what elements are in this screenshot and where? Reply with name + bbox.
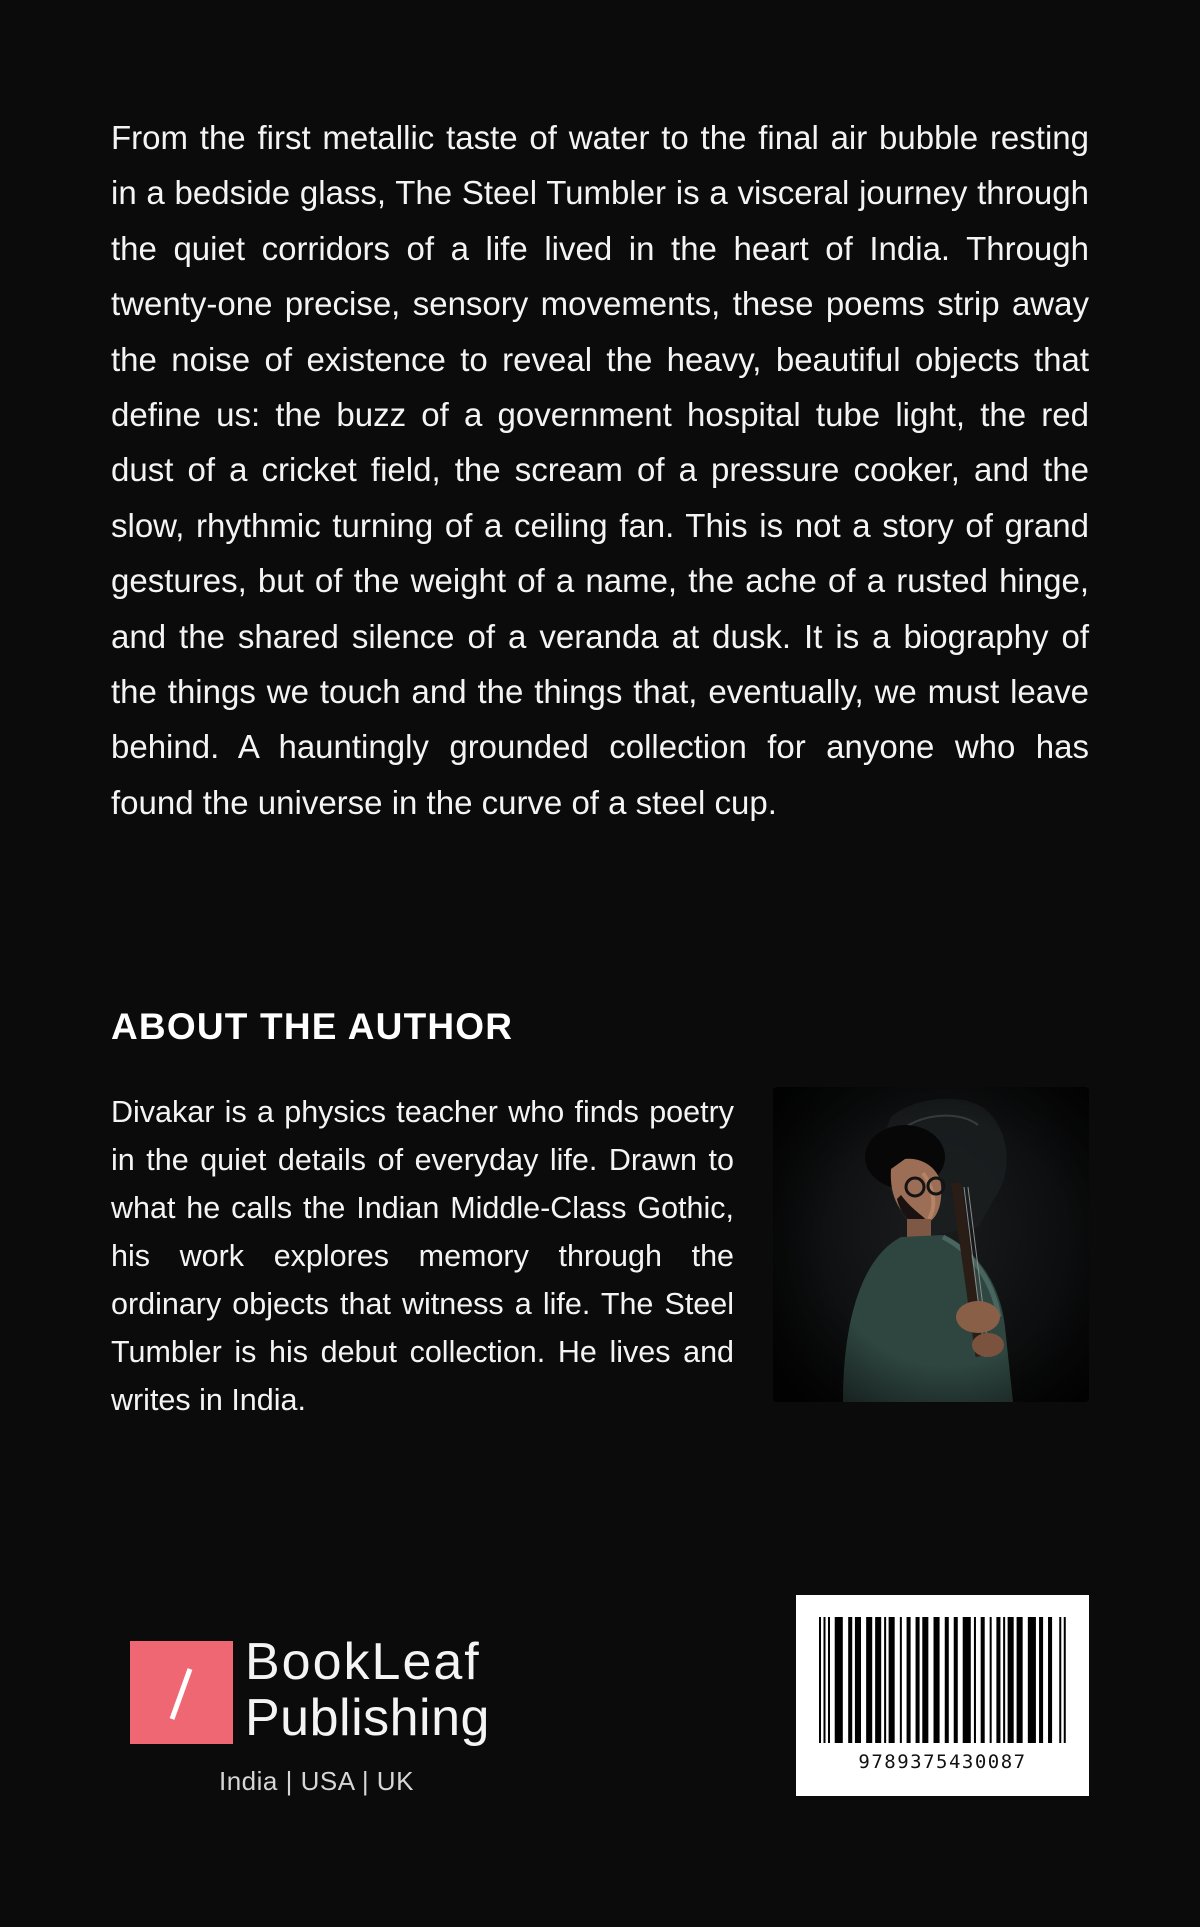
barcode-bar	[1039, 1617, 1043, 1743]
barcode-bar	[922, 1617, 928, 1743]
barcode-bar	[848, 1617, 852, 1743]
publisher-logo	[130, 1633, 510, 1796]
barcode-bar	[1003, 1617, 1005, 1743]
barcode-bar	[1048, 1617, 1052, 1743]
barcode-bar	[945, 1617, 949, 1743]
barcode-bar	[1008, 1617, 1014, 1743]
barcode-bar	[1028, 1617, 1036, 1743]
publisher-name-line2: Publishing	[245, 1689, 490, 1747]
back-cover-blurb: From the first metallic taste of water to the final air bubble resting in a bedside glass, The Steel Tumbler is a visceral journey through the quiet corridors of a life lived in the heart of India. Through twenty-one precise, sensory movements, these poems strip away the noise of existence to reveal the heavy, beautiful objects that define us: the buzz of a government hospital tube light, the red dust of a cricket field, the scream of a pressure cooker, and the slow, rhythmic turning of a ceiling fan. This is not a story of grand gestures, but of the weight of a name, the ache of a rusted hinge, and the shared silence of a veranda at dusk. It is a biography of the things we touch and the things that, eventually, we must leave behind. A hauntingly grounded collection for anyone who has found the universe in the curve of a steel cup.	[111, 119, 1089, 821]
barcode-bar	[828, 1617, 830, 1743]
publisher-regions: India | USA | UK	[219, 1766, 414, 1796]
barcode-bar	[835, 1617, 843, 1743]
barcode-bar	[1064, 1617, 1066, 1743]
barcode-bar	[855, 1617, 861, 1743]
author-bio: Divakar is a physics teacher who finds poetry in the quiet details of everyday life. Drawn to what he calls the Indian Middle-Class Gothic, his work explores memory through the ordinary objects that witness a life. The Steel Tumbler is his debut collection. He lives and writes in India.	[111, 1095, 734, 1417]
barcode-bar	[963, 1617, 971, 1743]
about-author-heading: ABOUT THE AUTHOR	[111, 1006, 514, 1047]
isbn-number: 9789375430087	[858, 1751, 1027, 1773]
barcode-bar	[954, 1617, 958, 1743]
logo-mark	[130, 1641, 233, 1744]
slash-icon	[130, 1641, 233, 1744]
barcode-bar	[990, 1617, 992, 1743]
barcode-bar	[916, 1617, 920, 1743]
barcode-bar	[875, 1617, 881, 1743]
barcode-bar	[889, 1617, 895, 1743]
isbn-barcode	[796, 1595, 1089, 1796]
barcode-bar	[934, 1617, 940, 1743]
barcode-bars	[819, 1617, 1066, 1743]
barcode-bar	[900, 1617, 902, 1743]
barcode-bar	[996, 1617, 1000, 1743]
barcode-bar	[823, 1617, 825, 1743]
barcode-bar	[884, 1617, 886, 1743]
publisher-name-line1: BookLeaf	[245, 1633, 481, 1691]
barcode-bar	[974, 1617, 976, 1743]
barcode-bar	[981, 1617, 985, 1743]
barcode-bar	[866, 1617, 872, 1743]
barcode-bar	[1059, 1617, 1061, 1743]
author-photo	[773, 1087, 1089, 1402]
barcode-bar	[819, 1617, 821, 1743]
barcode-bar	[1017, 1617, 1023, 1743]
barcode-bar	[907, 1617, 911, 1743]
